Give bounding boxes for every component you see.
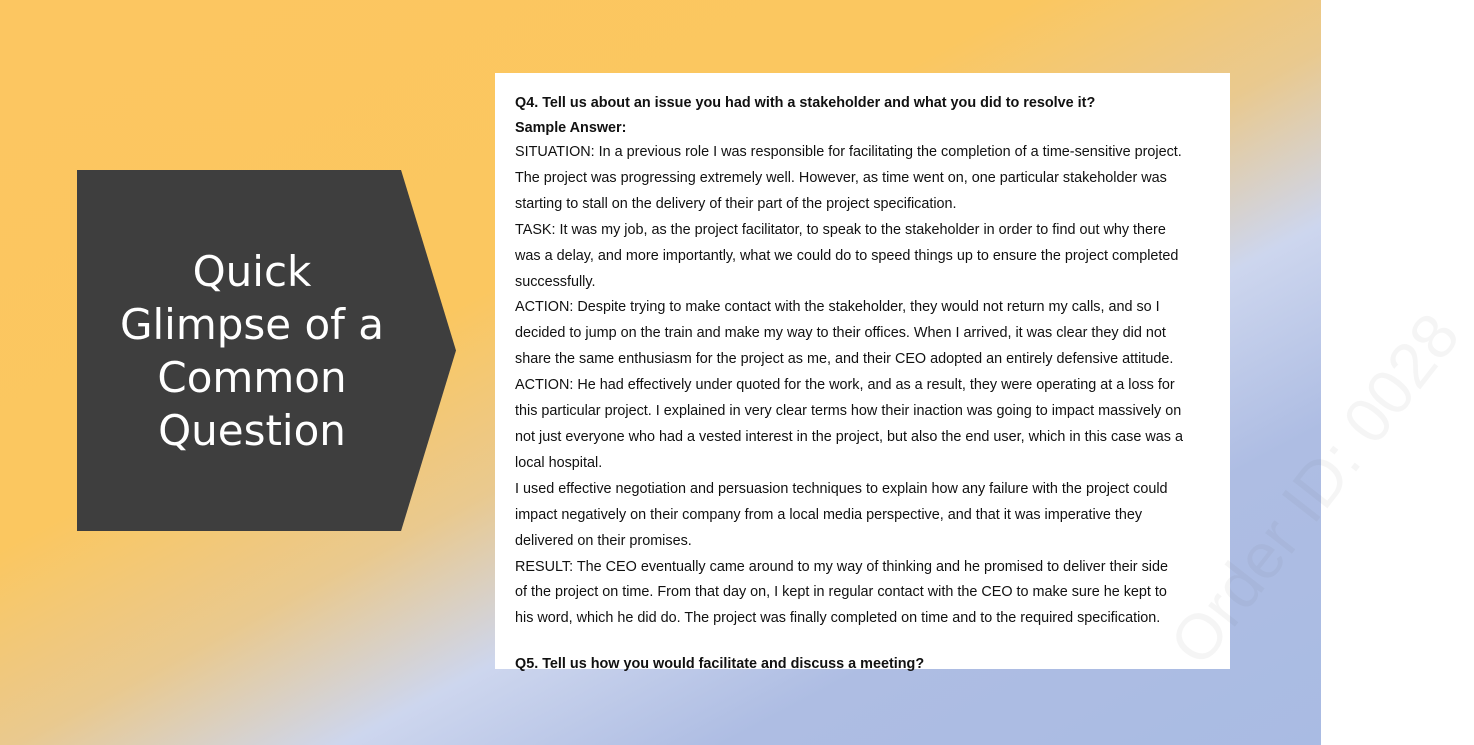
answer-body xyxy=(515,140,1220,632)
answer-line: successfully. xyxy=(515,273,596,290)
answer-line: decided to jump on the train and make my way to their offices. When I arrived, it was clear they did not xyxy=(515,325,1166,342)
document-text xyxy=(515,94,1220,678)
answer-line: local hospital. xyxy=(515,454,603,471)
answer-line: share the same enthusiasm for the project as me, and their CEO adopted an entirely defensive attitude. xyxy=(515,351,1174,368)
document-image xyxy=(495,73,1474,678)
answer-line: starting to stall on the delivery of their part of the project specification. xyxy=(515,195,957,212)
watermark-text: Order ID: 0028 xyxy=(1155,300,1474,678)
answer-line: not just everyone who had a vested interest in the project, but also the end user, which in this case was a xyxy=(515,428,1183,445)
answer-line: I used effective negotiation and persuasion techniques to explain how any failure with the project could xyxy=(515,480,1168,497)
answer-line: ACTION: He had effectively under quoted for the work, and as a result, they were operating at a loss for xyxy=(515,377,1175,394)
answer-line: The project was progressing extremely well. However, as time went on, one particular stakeholder was xyxy=(515,169,1167,186)
answer-line: of the project on time. From that day on, I kept in regular contact with the CEO to make sure he kept to xyxy=(515,584,1167,601)
next-question-partial: Q5. Tell us how you would facilitate and discuss a meeting? xyxy=(515,656,925,673)
sample-answer-label: Sample Answer: xyxy=(515,120,627,136)
answer-line: ACTION: Despite trying to make contact with the stakeholder, they would not return my calls, and so I xyxy=(515,299,1160,316)
answer-line: was a delay, and more importantly, what we could do to speed things up to ensure the project completed xyxy=(515,247,1179,264)
slide-title: Quick Glimpse of a Common Question xyxy=(119,246,385,455)
question-heading: Q4. Tell us about an issue you had with a stakeholder and what you did to resolve it? xyxy=(515,95,1096,111)
answer-line: SITUATION: In a previous role I was responsible for facilitating the completion of a time-sensitive project. xyxy=(515,144,1182,160)
answer-line: his word, which he did do. The project was finally completed on time and to the required specification. xyxy=(515,610,1161,627)
answer-line: delivered on their promises. xyxy=(515,532,692,549)
answer-line: impact negatively on their company from a local media perspective, and that it was imperative they xyxy=(515,506,1143,523)
answer-line: TASK: It was my job, as the project facilitator, to speak to the stakeholder in order to find out why there xyxy=(515,221,1166,238)
answer-line: this particular project. I explained in very clear terms how their inaction was going to impact massively on xyxy=(515,403,1182,420)
answer-line: RESULT: The CEO eventually came around to my way of thinking and he promised to deliver their side xyxy=(515,558,1168,575)
